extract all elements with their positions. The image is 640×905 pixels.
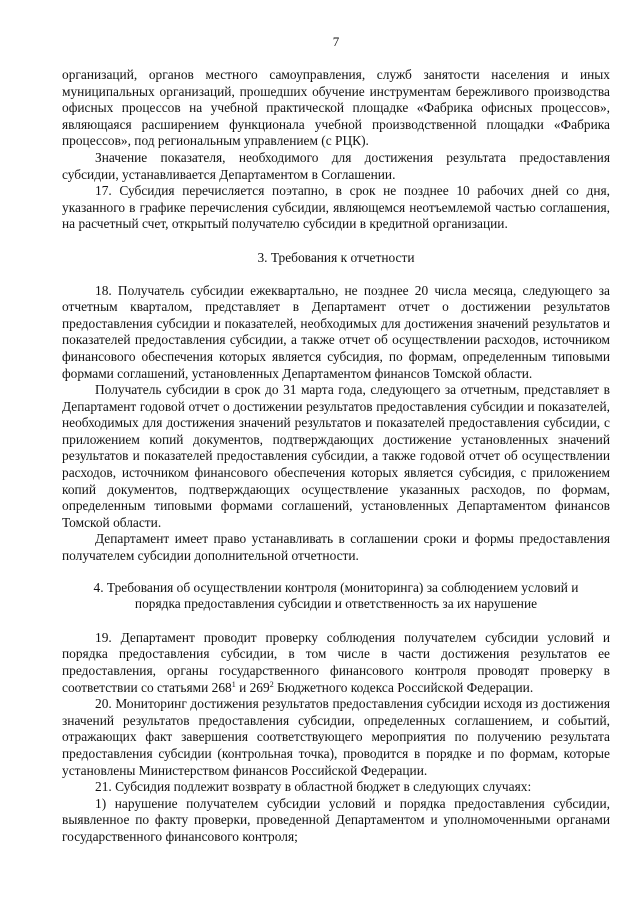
paragraph-17: 17. Субсидия перечисляется поэтапно, в срок не позднее 10 рабочих дней со дня, указанного в графике перечисления субсидии, являющемся неотъемлемой частью соглашения, на расчетный счет, открытый получателю субсидии в кредитной организации.: [62, 183, 610, 232]
paragraph-19-text-b: и 269: [235, 679, 270, 695]
footnote-superscript-2: 2: [269, 679, 274, 689]
paragraph-19: [62, 630, 610, 696]
paragraph-18-additional-reporting: Департамент имеет право устанавливать в соглашении сроки и формы предоставления получателем субсидии дополнительной отчетности.: [62, 531, 610, 564]
paragraph-20: 20. Мониторинг достижения результатов предоставления субсидии исходя из достижения значений результатов предоставления субсидии, определенных соглашением, и событий, отражающих факт завершения соответствующего мероприятия по получению результата предоставления субсидии (контрольная точка), проводится в порядке и по формам, которые установлены Министерством финансов Российской Федерации.: [62, 696, 610, 778]
paragraph-19-text-a: 19. Департамент проводит проверку соблюдения получателем субсидии условий и порядка предоставления субсидии, в том числе в части достижения результатов ее предоставления, органы государственного финансового контроля проводят проверку в соответствии со статьями 268: [62, 629, 610, 695]
section-4-heading: 4. Требования об осуществлении контроля (мониторинга) за соблюдением условий и порядка предоставления субсидии и ответственность за их нарушение: [93, 579, 579, 612]
paragraph-18: 18. Получатель субсидии ежеквартально, не позднее 20 числа месяца, следующего за отчетным кварталом, представляет в Департамент отчет о достижении результатов предоставления субсидии и показателей, необходимых для достижения значений результатов и показателей предоставления субсидии, а также отчет об осуществлении расходов, источником финансового обеспечения которых является субсидия, по формам, определенным типовыми формами соглашений, установленных Департаментом финансов Томской области.: [62, 282, 610, 381]
paragraph-21-item-1: 1) нарушение получателем субсидии условий и порядка предоставления субсидии, выявленное по факту проверки, проведенной Департаментом и уполномоченными органами государственного финансового контроля;: [62, 795, 610, 844]
paragraph-21: 21. Субсидия подлежит возврату в областной бюджет в следующих случаях:: [95, 779, 532, 795]
paragraph-18-annual-report: Получатель субсидии в срок до 31 марта года, следующего за отчетным, представляет в Департамент годовой отчет о достижении результатов предоставления субсидии и показателей, необходимых для достижения значений результатов и показателей предоставления субсидии, с приложением копий документов, подтверждающих достижение установленных значений результатов и показателей предоставления субсидии, а также годовой отчет об осуществлении расходов, источником финансового обеспечения которых является субсидия, с приложением копий документов, подтверждающих осуществление указанных расходов, по формам, определенным типовыми формами соглашений, установленных Департаментом финансов Томской области.: [62, 382, 610, 530]
paragraph-19-text-c: Бюджетного кодекса Российской Федерации.: [273, 679, 534, 695]
paragraph-continuation: организаций, органов местного самоуправления, служб занятости населения и иных муниципальных организаций, прошедших обучение инструментам бережливого производства офисных процессов на учебной практической площадке «Фабрика офисных процессов», являющаяся расширением функционала учебной производственной площадки «Фабрика процессов», под региональным управлением (с РЦК).: [62, 67, 610, 149]
paragraph-indicator-value: Значение показателя, необходимого для достижения результата предоставления субсидии, устанавливается Департаментом в Соглашении.: [62, 149, 610, 182]
page-number: 7: [332, 34, 340, 49]
footnote-superscript-1: 1: [231, 679, 236, 689]
section-3-heading: 3. Требования к отчетности: [257, 249, 415, 265]
